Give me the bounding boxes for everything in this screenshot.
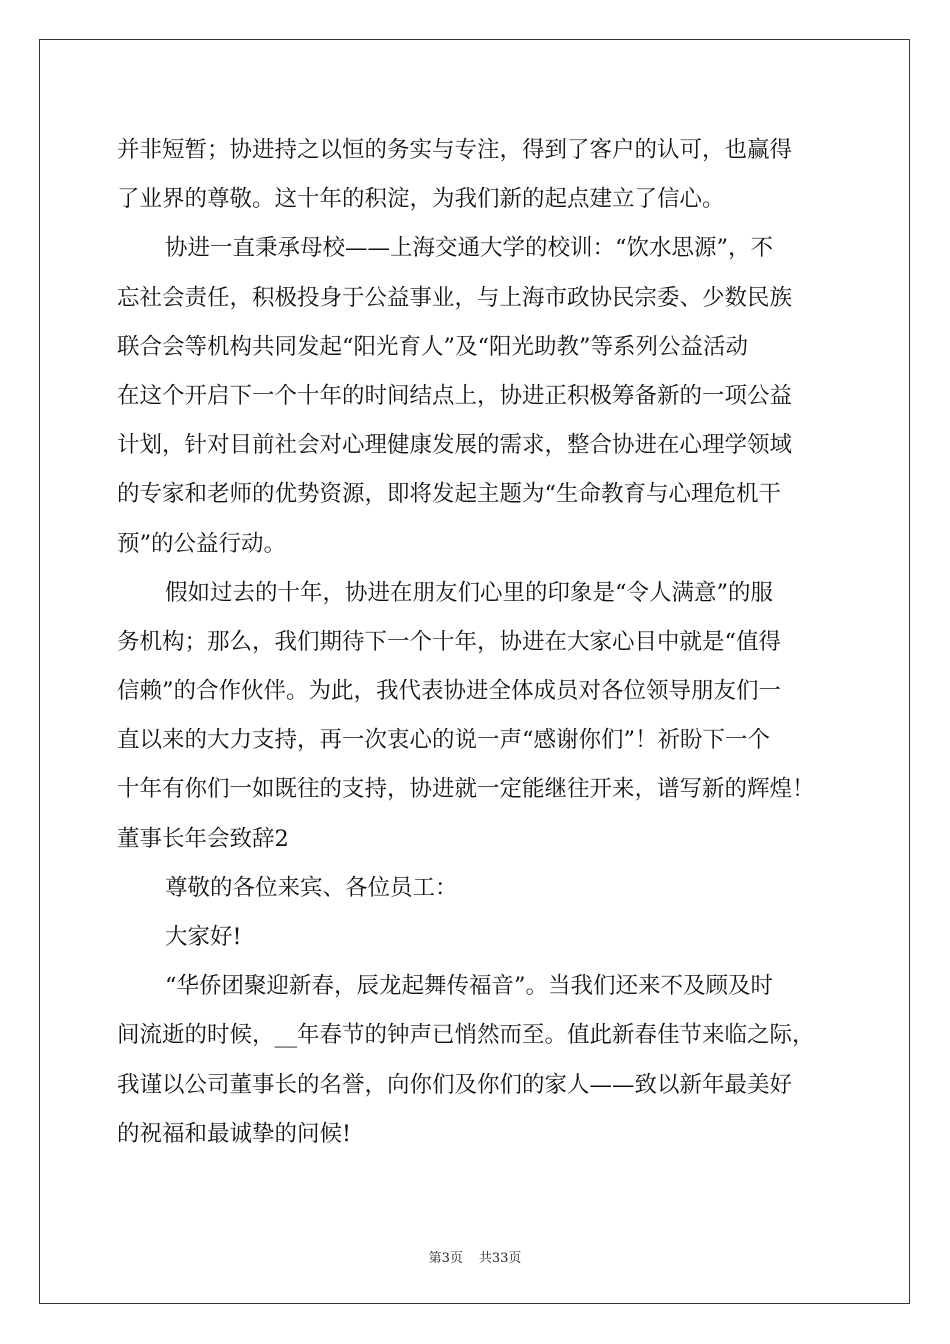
text-line: 间流逝的时候，__年春节的钟声已悄然而至。值此新春佳节来临之际， bbox=[117, 1022, 815, 1049]
section-heading: 董事长年会致辞2 bbox=[117, 825, 289, 852]
text-line: 的专家和老师的优势资源，即将发起主题为“生命教育与心理危机干 bbox=[117, 481, 782, 508]
paragraph-start: 协进一直秉承母校——上海交通大学的校训：“饮水思源”，不 bbox=[165, 235, 774, 262]
text-line: 并非短暂；协进持之以恒的务实与专注，得到了客户的认可，也赢得 bbox=[117, 137, 793, 163]
text-line: 直以来的大力支持，再一次衷心的说一声“感谢你们”！祈盼下一个 bbox=[117, 727, 771, 754]
text-line: 信赖”的合作伙伴。为此，我代表协进全体成员对各位领导朋友们一 bbox=[117, 678, 782, 705]
text-line: 忘社会责任，积极投身于公益事业，与上海市政协民宗委、少数民族 bbox=[117, 284, 793, 311]
document-body bbox=[117, 126, 837, 1159]
greeting: 大家好! bbox=[165, 924, 242, 950]
text-line: 十年有你们一如既往的支持，协进就一定能继往开来，谱写新的辉煌！ bbox=[117, 776, 815, 803]
text-line: 预”的公益行动。 bbox=[117, 530, 287, 557]
paragraph-start: 假如过去的十年，协进在朋友们心里的印象是“令人满意”的服 bbox=[165, 579, 774, 606]
text-line: 联合会等机构共同发起“阳光育人”及“阳光助教”等系列公益活动 bbox=[117, 333, 749, 360]
paragraph-start: “华侨团聚迎新春，辰龙起舞传福音”。当我们还来不及顾及时 bbox=[165, 973, 774, 1000]
text-line: 我谨以公司董事长的名誉，向你们及你们的家人——致以新年最美好 bbox=[117, 1071, 793, 1098]
page-number: 第3页 bbox=[428, 1251, 463, 1266]
text-line: 了业界的尊敬。这十年的积淀，为我们新的起点建立了信心。 bbox=[117, 186, 725, 213]
page-footer bbox=[0, 1247, 950, 1266]
text-line: 计划，针对目前社会对心理健康发展的需求，整合协进在心理学领域 bbox=[117, 432, 793, 459]
page-total: 共33页 bbox=[478, 1251, 522, 1266]
text-line: 的祝福和最诚挚的问候! bbox=[117, 1120, 352, 1147]
text-line: 在这个开启下一个十年的时间结点上，协进正积极筹备新的一项公益 bbox=[117, 382, 793, 409]
text-line: 务机构；那么，我们期待下一个十年，协进在大家心目中就是“值得 bbox=[117, 628, 782, 655]
salutation: 尊敬的各位来宾、各位员工： bbox=[165, 874, 458, 901]
